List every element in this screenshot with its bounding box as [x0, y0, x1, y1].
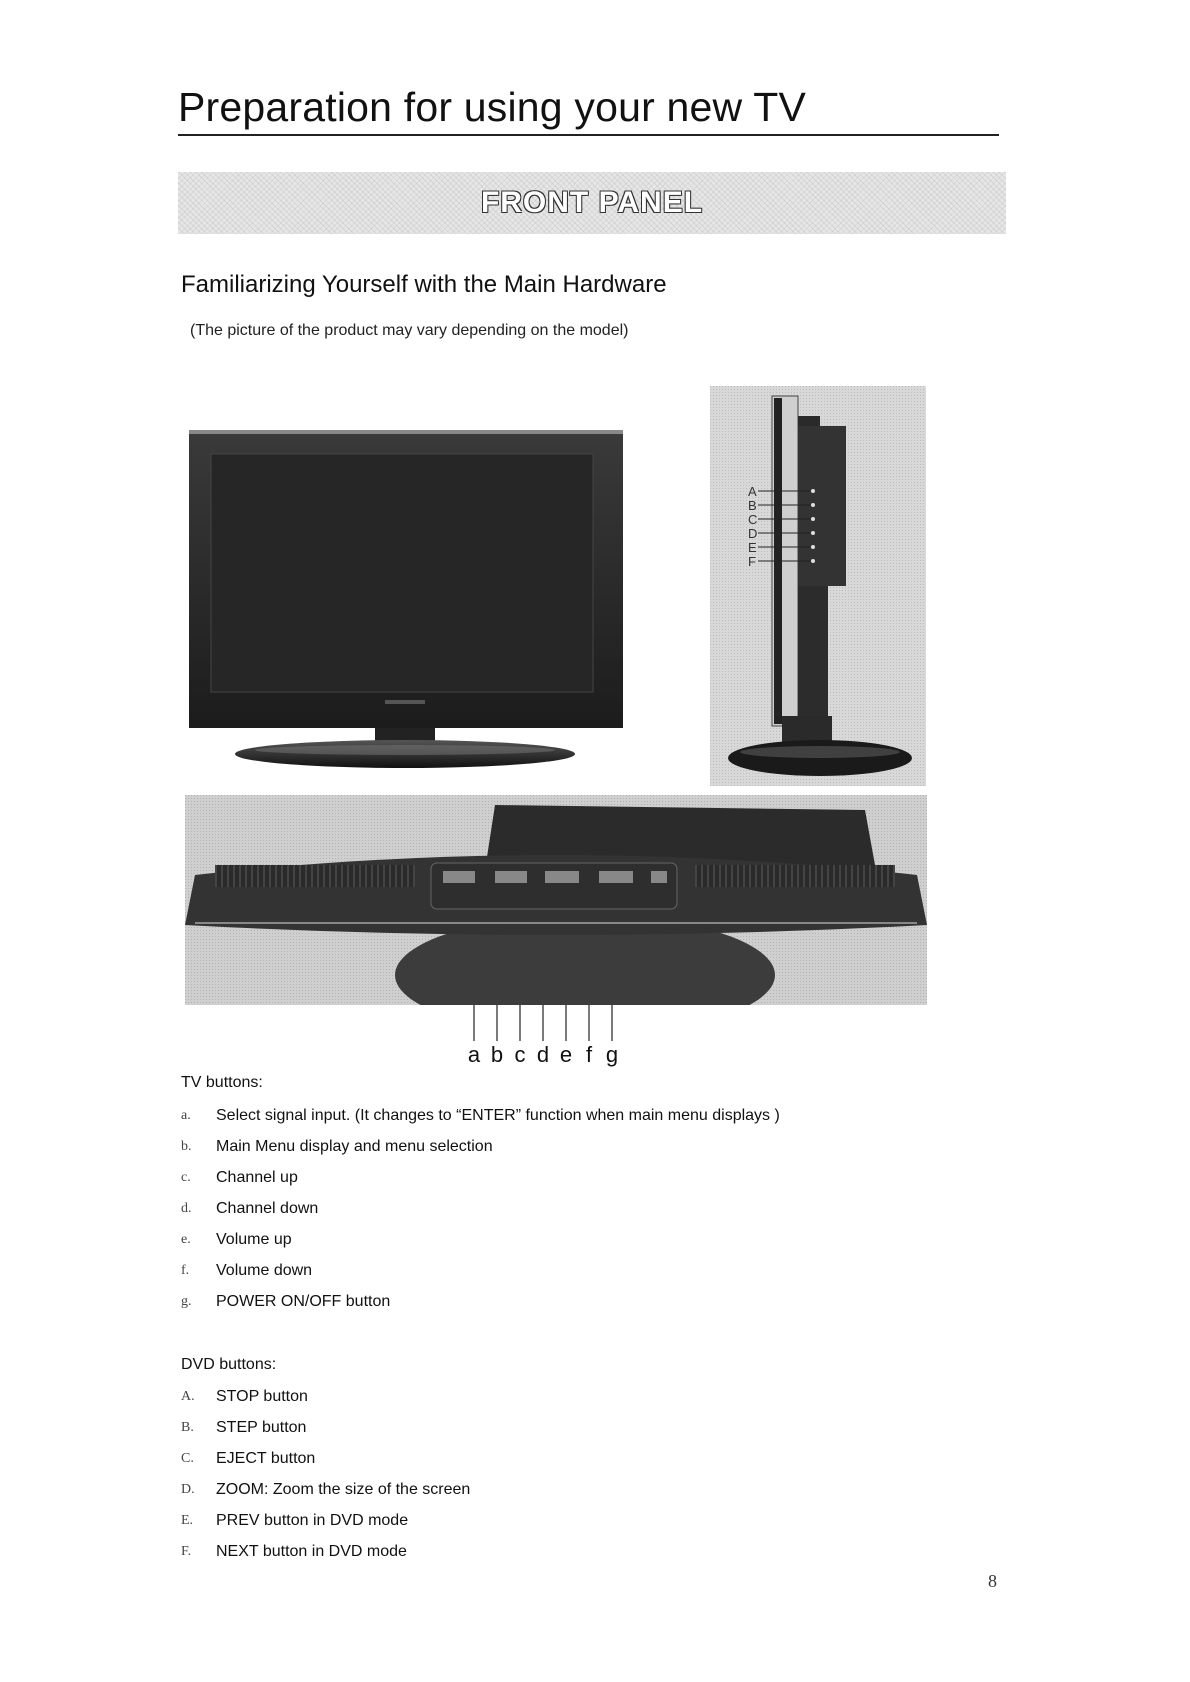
item-label: a.	[181, 1108, 191, 1123]
item-label: B.	[181, 1420, 194, 1435]
button-callout-lines	[460, 1005, 660, 1045]
bottom-label-f: f	[585, 1042, 593, 1067]
item-text: Volume up	[216, 1231, 292, 1248]
item-text: Channel up	[216, 1169, 298, 1186]
side-label-a: A	[748, 484, 757, 499]
page-title: Preparation for using your new TV	[178, 84, 807, 130]
item-text: NEXT button in DVD mode	[216, 1543, 407, 1560]
bottom-labels	[463, 1042, 643, 1072]
item-label: g.	[181, 1294, 192, 1309]
side-label-d: D	[748, 526, 758, 541]
bottom-label-a: a	[467, 1042, 481, 1067]
item-text: EJECT button	[216, 1450, 316, 1467]
item-label: b.	[181, 1139, 192, 1154]
side-label-c: C	[748, 512, 758, 527]
item-label: C.	[181, 1451, 194, 1466]
tv-buttons-heading: TV buttons:	[181, 1074, 263, 1091]
item-text: STOP button	[216, 1388, 308, 1405]
side-label-e: E	[748, 540, 757, 555]
item-label: f.	[181, 1263, 190, 1278]
bottom-label-d: d	[536, 1042, 550, 1067]
side-label-f: F	[748, 554, 756, 569]
item-label: d.	[181, 1201, 192, 1216]
item-text: Channel down	[216, 1200, 319, 1217]
tv-bottom-panel-photo	[185, 795, 927, 1005]
item-text: Select signal input. (It changes to “ENTER” function when main menu displays )	[216, 1107, 780, 1124]
banner-label: FRONT PANEL	[480, 186, 704, 219]
tv-side-view-photo	[710, 386, 926, 786]
item-text: Volume down	[216, 1262, 313, 1279]
bottom-label-g: g	[605, 1042, 619, 1067]
page-number: 8	[988, 1571, 997, 1591]
tv-front-view-photo	[185, 420, 625, 780]
item-label: c.	[181, 1170, 191, 1185]
model-note: (The picture of the product may vary depending on the model)	[190, 322, 629, 339]
dvd-buttons-heading: DVD buttons:	[181, 1356, 277, 1373]
item-text: ZOOM: Zoom the size of the screen	[216, 1481, 471, 1498]
item-label: D.	[181, 1482, 195, 1497]
section-subtitle: Familiarizing Yourself with the Main Hardware	[181, 271, 667, 298]
item-label: E.	[181, 1513, 194, 1528]
item-label: A.	[181, 1389, 195, 1404]
item-text: POWER ON/OFF button	[216, 1293, 391, 1310]
item-label: F.	[181, 1544, 192, 1559]
bottom-label-b: b	[490, 1042, 504, 1067]
item-text: STEP button	[216, 1419, 307, 1436]
front-panel-banner	[178, 172, 1006, 234]
title-rule	[178, 134, 999, 136]
side-label-b: B	[748, 498, 757, 513]
item-label: e.	[181, 1232, 191, 1247]
item-text: PREV button in DVD mode	[216, 1512, 409, 1529]
bottom-label-e: e	[559, 1042, 573, 1067]
item-text: Main Menu display and menu selection	[216, 1138, 493, 1155]
bottom-label-c: c	[514, 1042, 526, 1067]
